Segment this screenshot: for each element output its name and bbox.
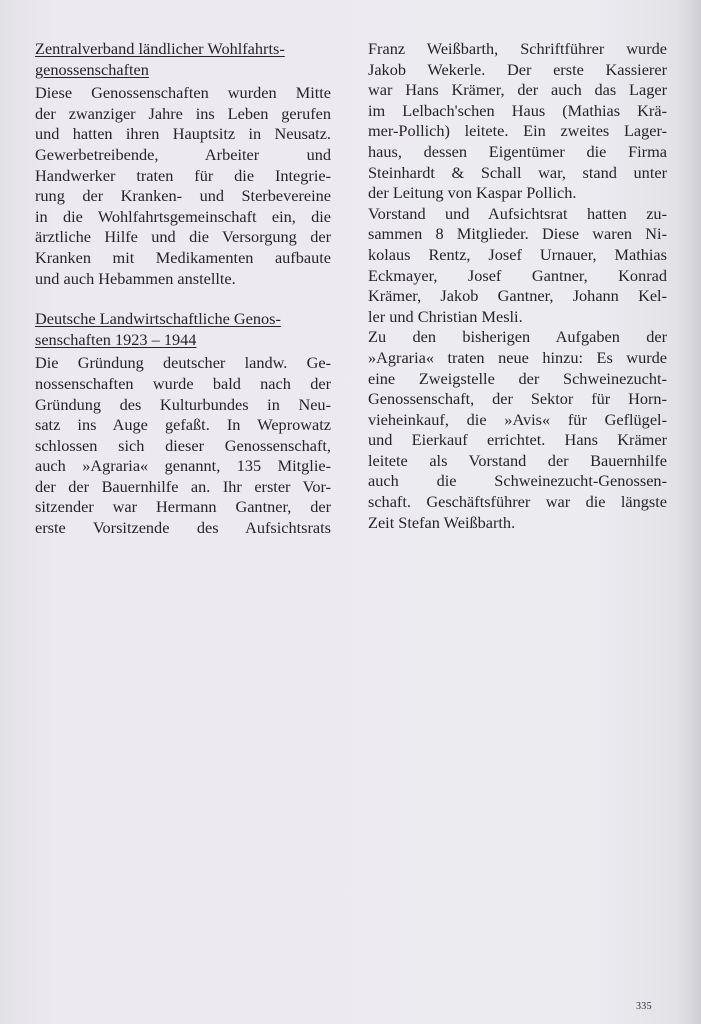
text-line: war Hans Krämer, der auch das Lager <box>368 80 667 100</box>
text-line: der Leitung von Kaspar Pollich. <box>368 183 577 203</box>
text-line: erste Vorsitzende des Aufsichtsrats <box>35 518 331 538</box>
text-line: Gewerbetreibende, Arbeiter und <box>35 144 331 164</box>
text-line: Diese Genossenschaften wurden Mitte <box>35 83 331 103</box>
text-line: Steinhardt & Schall war, stand unter <box>368 162 667 182</box>
paragraph-landwirtschaftliche <box>35 353 331 538</box>
text-line: Krämer, Jakob Gantner, Johann Kel- <box>368 286 667 306</box>
section-heading-zentralverband <box>35 39 331 80</box>
text-line: eine Zweigstelle der Schweinezucht- <box>368 368 667 388</box>
section-heading-landwirtschaftliche <box>35 309 331 350</box>
text-line: Franz Weißbarth, Schriftführer wurde <box>368 39 667 58</box>
heading-line: genossenschaften <box>35 59 149 79</box>
paragraph-aufgaben <box>368 327 667 533</box>
text-line: Die Gründung deutscher landw. Ge- <box>35 353 331 373</box>
paragraph-zentralverband <box>35 83 331 289</box>
page-spine-shadow <box>677 0 701 1024</box>
text-line: satz ins Auge gefaßt. In Weprowatz <box>35 415 331 435</box>
text-line: Jakob Wekerle. Der erste Kassierer <box>368 59 667 79</box>
text-line: ler und Christian Mesli. <box>368 306 523 326</box>
text-line: sammen 8 Mitglieder. Diese waren Ni- <box>368 224 667 244</box>
text-line: auch »Agraria« genannt, 135 Mitglie- <box>35 456 331 476</box>
text-line: schlossen sich dieser Genossenschaft, <box>35 435 331 455</box>
heading-line: senschaften 1923 – 1944 <box>35 329 197 349</box>
text-line: schaft. Geschäftsführer war die längste <box>368 492 667 512</box>
text-line: der der Bauernhilfe an. Ihr erster Vor- <box>35 476 331 496</box>
text-line: und hatten ihren Hauptsitz in Neusatz. <box>35 124 331 144</box>
section-gap <box>35 289 331 309</box>
text-line: in die Wohlfahrtsgemeinschaft ein, die <box>35 206 331 226</box>
text-line: rung der Kranken- und Sterbevereine <box>35 186 331 206</box>
left-column <box>35 39 331 539</box>
text-line: haus, dessen Eigentümer die Firma <box>368 141 667 161</box>
text-line: »Agraria« traten neue hinzu: Es wurde <box>368 347 667 367</box>
text-line: leitete als Vorstand der Bauernhilfe <box>368 450 667 470</box>
text-line: auch die Schweinezucht-Genossen- <box>368 471 667 491</box>
text-line: Zu den bisherigen Aufgaben der <box>368 327 667 347</box>
text-line: mer-Pollich) leitete. Ein zweites Lager- <box>368 121 667 141</box>
text-line: Gründung des Kulturbundes in Neu- <box>35 394 331 414</box>
text-line: vieheinkauf, die »Avis« für Geflügel- <box>368 409 667 429</box>
text-line: sitzender war Hermann Gantner, der <box>35 497 331 517</box>
text-line: und auch Hebammen anstellte. <box>35 268 236 288</box>
text-line: Eckmayer, Josef Gantner, Konrad <box>368 265 667 285</box>
text-line: Handwerker traten für die Integrie- <box>35 165 331 185</box>
right-column <box>368 39 667 533</box>
paragraph-schriftfuehrer <box>368 39 667 204</box>
text-line: Genossenschaft, der Sektor für Horn- <box>368 389 667 409</box>
text-line: Vorstand und Aufsichtsrat hatten zu- <box>368 203 667 223</box>
text-line: ärztliche Hilfe und die Versorgung der <box>35 227 331 247</box>
text-line: der zwanziger Jahre ins Leben gerufen <box>35 103 331 123</box>
text-line: nossenschaften wurde bald nach der <box>35 373 331 393</box>
text-line: Zeit Stefan Weißbarth. <box>368 512 516 532</box>
text-line: kolaus Rentz, Josef Urnauer, Mathias <box>368 244 667 264</box>
page-number: 335 <box>636 1001 652 1012</box>
paragraph-vorstand <box>368 204 667 328</box>
text-line: im Lelbach'schen Haus (Mathias Krä- <box>368 100 667 120</box>
heading-line: Zentralverband ländlicher Wohlfahrts- <box>35 39 285 58</box>
heading-line: Deutsche Landwirtschaftliche Genos- <box>35 309 281 329</box>
text-line: und Eierkauf errichtet. Hans Krämer <box>368 430 667 450</box>
text-line: Kranken mit Medikamenten aufbaute <box>35 247 331 267</box>
